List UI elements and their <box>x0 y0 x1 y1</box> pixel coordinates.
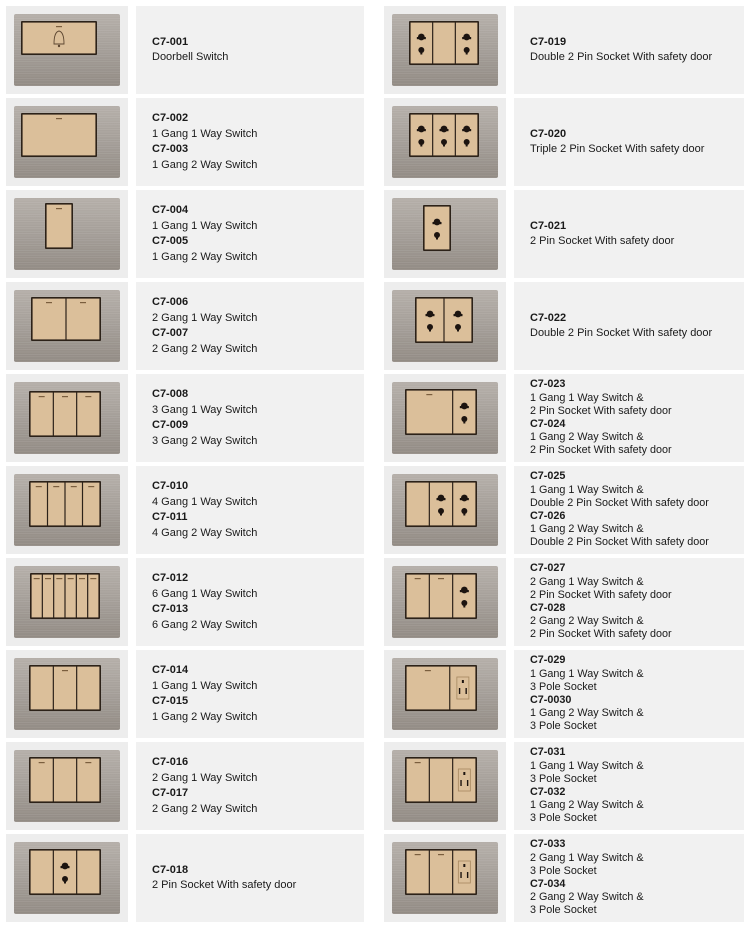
product-name: 2 Gang 1 Way Switch <box>152 771 258 784</box>
product-name: 3 Gang 2 Way Switch <box>152 434 258 447</box>
product-name: 1 Gang 1 Way Switch <box>152 219 258 232</box>
product-description <box>514 558 744 646</box>
product-description <box>514 374 744 462</box>
2-gang-switch-plate-icon <box>6 282 128 370</box>
product-code: C7-028 <box>530 602 566 614</box>
product-name: 3 Pole Socket <box>530 720 597 733</box>
product-name: 3 Pole Socket <box>530 904 597 917</box>
product-name: 4 Gang 1 Way Switch <box>152 495 258 508</box>
product-description <box>514 466 744 554</box>
product-code: C7-004 <box>152 204 189 216</box>
2-gang-switch-and-3-pole-socket-plate-icon <box>384 834 506 922</box>
product-name: Doorbell Switch <box>152 51 229 63</box>
product-image <box>6 834 128 922</box>
product-code: C7-034 <box>530 878 566 890</box>
product-code: C7-002 <box>152 112 189 124</box>
product-name: Double 2 Pin Socket With safety door <box>530 496 709 509</box>
product-code: C7-008 <box>152 388 189 400</box>
product-image <box>384 466 506 554</box>
product-code: C7-029 <box>530 654 566 667</box>
product-name: 6 Gang 2 Way Switch <box>152 618 258 631</box>
product-description <box>514 190 744 278</box>
product-description <box>136 834 364 922</box>
2-pin-socket-plate-icon <box>384 190 506 278</box>
product-code: C7-007 <box>152 327 189 339</box>
product-code: C7-013 <box>152 603 189 615</box>
double-2-pin-socket-plate-icon <box>384 6 506 94</box>
product-code: C7-017 <box>152 787 189 799</box>
product-name: 1 Gang 1 Way Switch & <box>530 667 644 680</box>
2-gang-switch-with-blank-plate-icon <box>6 742 128 830</box>
product-image <box>384 6 506 94</box>
product-name: 2 Pin Socket With safety door <box>530 444 672 457</box>
product-code: C7-011 <box>152 511 188 523</box>
product-name: 3 Pole Socket <box>530 680 597 693</box>
product-description <box>136 190 364 278</box>
2-pin-socket-with-blanks-plate-icon <box>6 834 128 922</box>
2-gang-switch-and-2-pin-socket-plate-icon <box>384 558 506 646</box>
product-name: 3 Pole Socket <box>530 812 597 825</box>
product-code: C7-006 <box>152 296 189 308</box>
product-code: C7-021 <box>530 219 567 232</box>
1-gang-wide-switch-plate-icon <box>6 98 128 186</box>
product-description <box>136 466 364 554</box>
product-image <box>6 466 128 554</box>
3-gang-switch-plate-icon <box>6 374 128 462</box>
product-name: 1 Gang 2 Way Switch <box>152 710 258 723</box>
product-name: 2 Gang 2 Way Switch & <box>530 615 644 628</box>
product-image <box>384 558 506 646</box>
product-code: C7-009 <box>152 419 189 431</box>
product-code: C7-026 <box>530 510 566 522</box>
product-name: 1 Gang 1 Way Switch & <box>530 483 644 496</box>
product-code: C7-015 <box>152 695 189 707</box>
double-2-pin-socket-wide-plate-icon <box>384 282 506 370</box>
product-name: 2 Pin Socket With safety door <box>152 879 297 891</box>
product-code: C7-027 <box>530 562 566 575</box>
switch-and-2-pin-socket-plate-icon <box>384 374 506 462</box>
product-description <box>514 742 744 830</box>
product-name: 1 Gang 2 Way Switch <box>152 158 258 171</box>
product-description <box>514 6 744 94</box>
product-description <box>136 98 364 186</box>
product-code: C7-010 <box>152 480 189 492</box>
product-code: C7-0030 <box>530 694 572 706</box>
product-description <box>514 650 744 738</box>
product-code: C7-019 <box>530 35 567 48</box>
product-image <box>384 742 506 830</box>
product-name: 3 Pole Socket <box>530 864 597 877</box>
product-code: C7-023 <box>530 378 566 391</box>
product-name: 1 Gang 2 Way Switch & <box>530 431 644 444</box>
product-name: 1 Gang 2 Way Switch & <box>530 523 644 536</box>
switch-and-narrow-3-pole-socket-plate-icon <box>384 742 506 830</box>
product-description <box>136 282 364 370</box>
product-code: C7-018 <box>152 863 189 876</box>
product-name: 6 Gang 1 Way Switch <box>152 587 258 600</box>
switch-and-double-2-pin-socket-plate-icon <box>384 466 506 554</box>
product-name: 2 Pin Socket With safety door <box>530 404 672 417</box>
product-image <box>6 374 128 462</box>
product-code: C7-003 <box>152 143 189 155</box>
product-description <box>514 834 744 922</box>
product-code: C7-032 <box>530 786 566 798</box>
product-code: C7-020 <box>530 127 567 140</box>
product-name: 1 Gang 2 Way Switch <box>152 250 258 263</box>
product-name: 2 Gang 1 Way Switch <box>152 311 258 324</box>
product-name: 2 Pin Socket With safety door <box>530 235 675 247</box>
product-name: 3 Pole Socket <box>530 772 597 785</box>
product-image <box>6 558 128 646</box>
product-name: Triple 2 Pin Socket With safety door <box>530 143 705 155</box>
product-code: C7-022 <box>530 311 567 324</box>
product-name: 2 Gang 1 Way Switch & <box>530 575 644 588</box>
product-name: 2 Gang 2 Way Switch & <box>530 891 644 904</box>
product-description <box>136 742 364 830</box>
product-image <box>384 834 506 922</box>
product-description <box>136 6 364 94</box>
6-gang-switch-plate-icon <box>6 558 128 646</box>
product-image <box>6 6 128 94</box>
product-name: 3 Gang 1 Way Switch <box>152 403 258 416</box>
product-name: Double 2 Pin Socket With safety door <box>530 327 713 339</box>
product-image <box>384 190 506 278</box>
product-code: C7-012 <box>152 572 189 584</box>
product-code: C7-031 <box>530 746 566 759</box>
product-image <box>384 374 506 462</box>
product-image <box>6 650 128 738</box>
product-image <box>384 282 506 370</box>
product-name: 1 Gang 2 Way Switch & <box>530 799 644 812</box>
product-image <box>6 742 128 830</box>
product-image <box>6 282 128 370</box>
product-image <box>6 98 128 186</box>
switch-and-3-pole-socket-plate-icon <box>384 650 506 738</box>
product-code: C7-024 <box>530 418 566 430</box>
product-description <box>514 282 744 370</box>
4-gang-switch-plate-icon <box>6 466 128 554</box>
product-name: Double 2 Pin Socket With safety door <box>530 536 709 549</box>
product-description <box>136 374 364 462</box>
product-image <box>6 190 128 278</box>
triple-2-pin-socket-plate-icon <box>384 98 506 186</box>
product-name: 1 Gang 1 Way Switch & <box>530 391 644 404</box>
product-name: 1 Gang 1 Way Switch & <box>530 759 644 772</box>
product-code: C7-014 <box>152 664 189 676</box>
product-image <box>384 98 506 186</box>
product-image <box>384 650 506 738</box>
product-code: C7-016 <box>152 756 189 768</box>
product-name: 2 Gang 2 Way Switch <box>152 342 258 355</box>
product-name: 2 Gang 1 Way Switch & <box>530 851 644 864</box>
product-name: 1 Gang 1 Way Switch <box>152 679 258 692</box>
1-gang-switch-with-blanks-plate-icon <box>6 650 128 738</box>
product-code: C7-025 <box>530 470 566 483</box>
product-code: C7-033 <box>530 838 566 851</box>
product-name: 2 Gang 2 Way Switch <box>152 802 258 815</box>
product-code: C7-001 <box>152 35 189 48</box>
product-code: C7-005 <box>152 235 189 247</box>
1-gang-narrow-switch-plate-icon <box>6 190 128 278</box>
product-description <box>136 558 364 646</box>
product-description <box>514 98 744 186</box>
product-description <box>136 650 364 738</box>
product-name: 2 Pin Socket With safety door <box>530 588 672 601</box>
product-name: Double 2 Pin Socket With safety door <box>530 51 713 63</box>
product-name: 4 Gang 2 Way Switch <box>152 526 258 539</box>
product-name: 2 Pin Socket With safety door <box>530 628 672 641</box>
doorbell-switch-plate-icon <box>6 6 128 94</box>
product-name: 1 Gang 1 Way Switch <box>152 127 258 140</box>
product-name: 1 Gang 2 Way Switch & <box>530 707 644 720</box>
